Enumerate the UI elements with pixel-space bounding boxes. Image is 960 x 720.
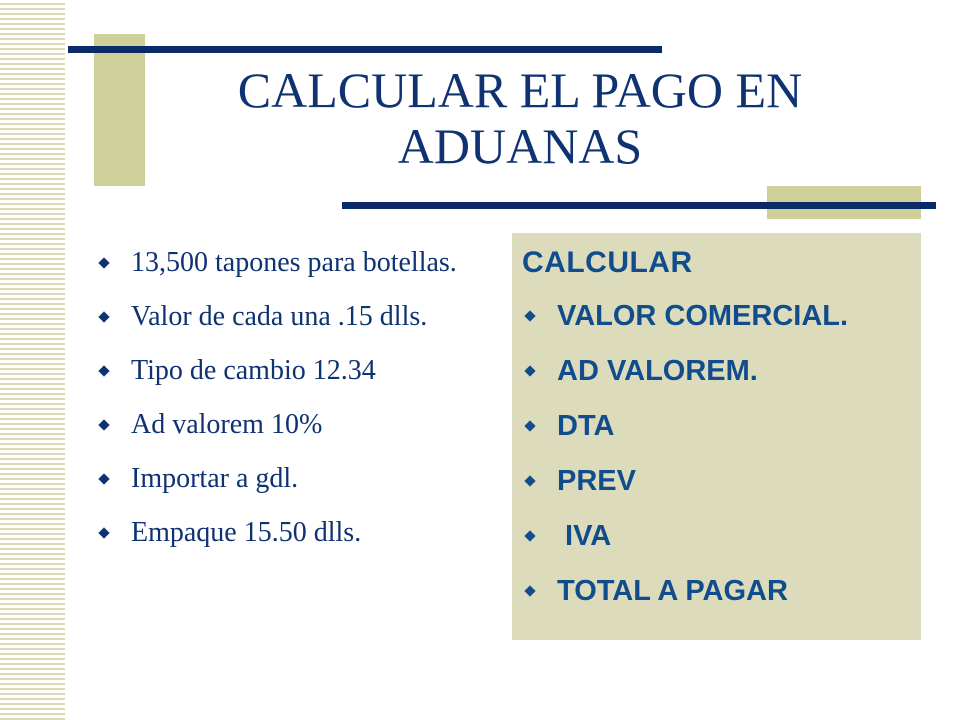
list-item [524, 353, 924, 389]
accent-block-left [94, 34, 145, 186]
diamond-bullet-icon [98, 419, 109, 430]
list-item-text: Valor de cada una .15 dlls. [131, 301, 428, 332]
list-item [524, 463, 924, 499]
list-item [98, 246, 478, 280]
list-item [524, 573, 924, 609]
diamond-bullet-icon [524, 420, 535, 431]
list-item [98, 516, 478, 550]
list-item [98, 462, 478, 496]
list-item-text: Empaque 15.50 dlls. [131, 517, 362, 548]
slide-title-line-2: ADUANAS [397, 118, 643, 174]
diamond-bullet-icon [98, 527, 109, 538]
calculation-heading: CALCULAR [522, 246, 693, 279]
list-item-text: VALOR COMERCIAL. [557, 300, 849, 332]
list-item [98, 354, 478, 388]
diamond-bullet-icon [98, 473, 109, 484]
list-item [524, 298, 924, 334]
list-item-text: PREV [557, 465, 636, 497]
list-item-text: 13,500 tapones para botellas. [131, 247, 457, 278]
decorative-stripe-band [0, 0, 68, 720]
slide-title [150, 62, 890, 174]
slide-title-line-1: CALCULAR EL PAGO EN [237, 62, 803, 118]
list-item-text: DTA [557, 410, 615, 442]
list-item-text: TOTAL A PAGAR [557, 575, 788, 607]
diamond-bullet-icon [98, 365, 109, 376]
diamond-bullet-icon [98, 311, 109, 322]
title-rule-top [68, 46, 662, 53]
list-item [524, 408, 924, 444]
diamond-bullet-icon [524, 310, 535, 321]
given-data-list [98, 246, 478, 550]
diamond-bullet-icon [524, 475, 535, 486]
calculation-list [524, 298, 924, 609]
list-item [98, 408, 478, 442]
list-item-text: Importar a gdl. [131, 463, 299, 494]
list-item-text: Tipo de cambio 12.34 [131, 355, 376, 386]
list-item [524, 518, 924, 554]
diamond-bullet-icon [524, 585, 535, 596]
list-item-text: Ad valorem 10% [131, 409, 323, 440]
list-item [98, 300, 478, 334]
list-item-text: IVA [557, 520, 612, 552]
list-item-text: AD VALOREM. [557, 355, 758, 387]
diamond-bullet-icon [524, 365, 535, 376]
diamond-bullet-icon [98, 257, 109, 268]
diamond-bullet-icon [524, 530, 535, 541]
title-rule-bottom [342, 202, 936, 209]
